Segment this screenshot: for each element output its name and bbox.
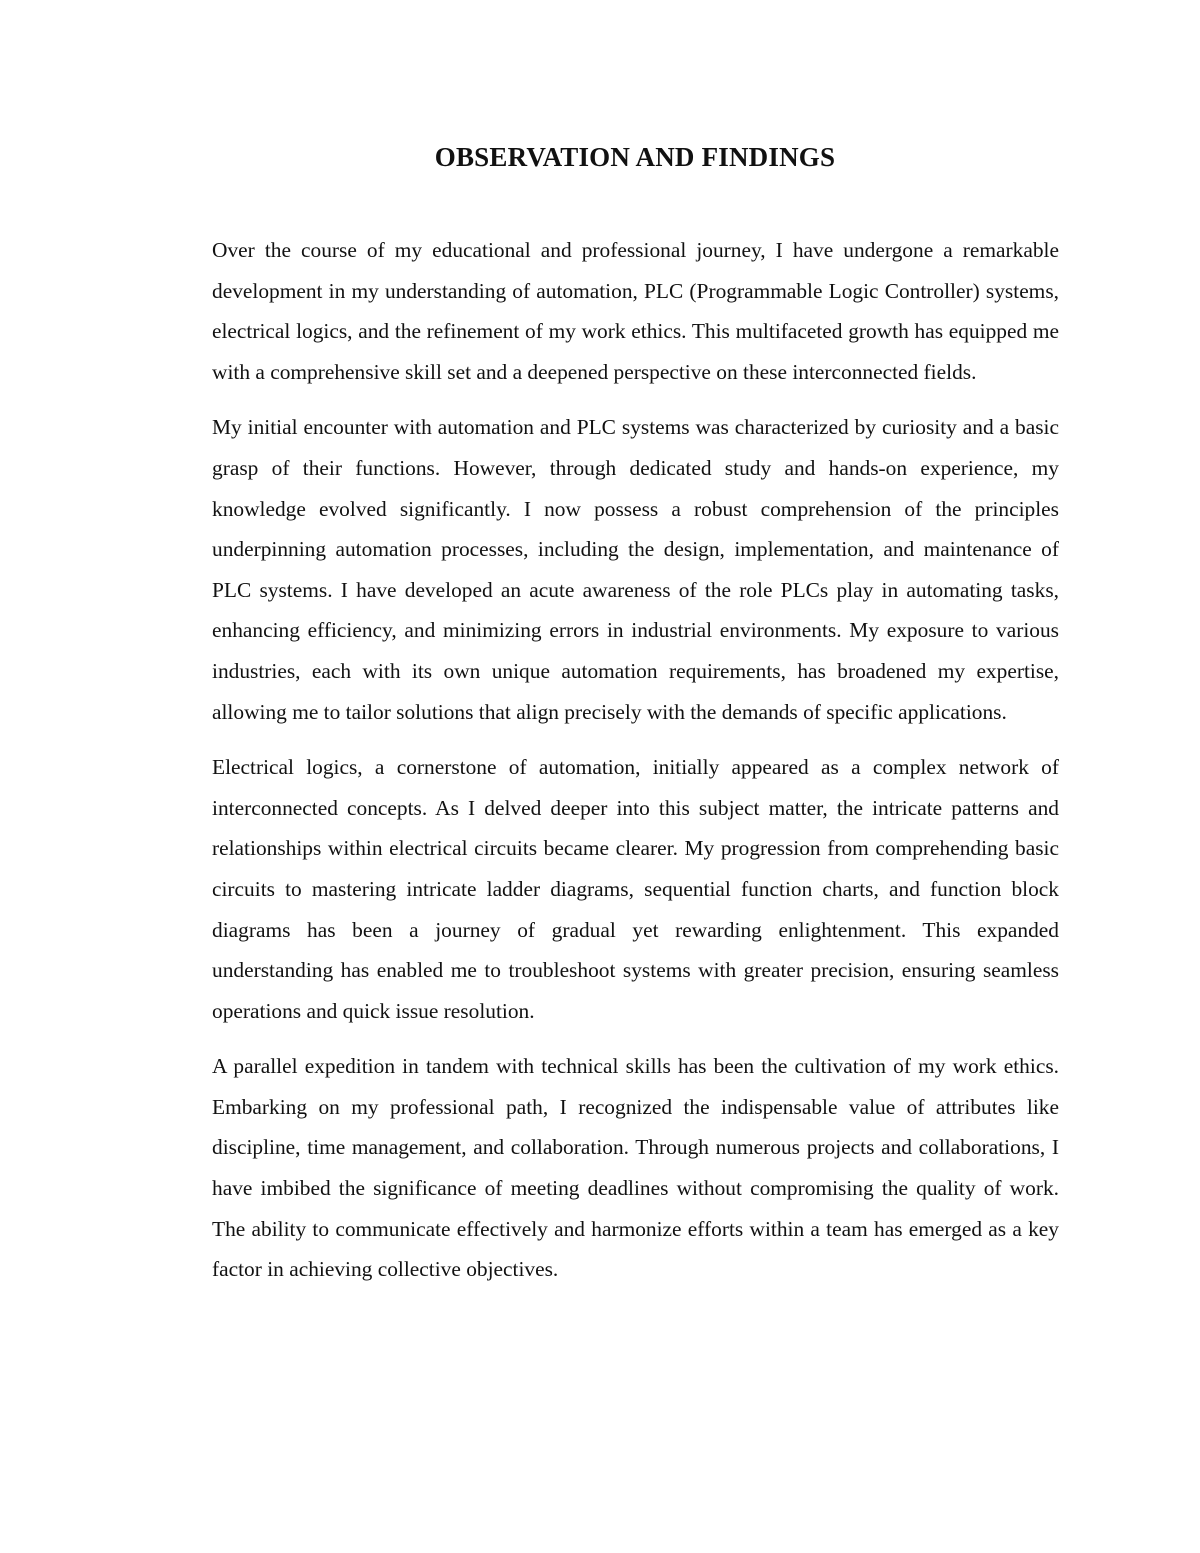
body-text: [212, 230, 1059, 1305]
paragraph-1: Over the course of my educational and professional journey, I have undergone a remarkable development in my understanding of automation, PLC (Programmable Logic Controller) systems, electrical logics, and the refinement of my work ethics. This multifaceted growth has equipped me with a comprehensive skill set and a deepened perspective on these interconnected fields.: [212, 238, 1059, 384]
paragraph-4: A parallel expedition in tandem with technical skills has been the cultivation of my work ethics. Embarking on my professional path, I recognized the indispensable value of attributes like discipline, time management, and collaboration. Through numerous projects and collaborations, I have imbibed the significance of meeting deadlines without compromising the quality of work. The ability to communicate effectively and harmonize efforts within a team has emerged as a key factor in achieving collective objectives.: [212, 1054, 1059, 1282]
paragraph-2: My initial encounter with automation and PLC systems was characterized by curiosity and a basic grasp of their functions. However, through dedicated study and hands-on experience, my knowledge evolved significantly. I now possess a robust comprehension of the principles underpinning automation processes, including the design, implementation, and maintenance of PLC systems. I have developed an acute awareness of the role PLCs play in automating tasks, enhancing efficiency, and minimizing errors in industrial environments. My exposure to various industries, each with its own unique automation requirements, has broadened my expertise, allowing me to tailor solutions that align precisely with the demands of specific applications.: [212, 415, 1059, 724]
paragraph-3: Electrical logics, a cornerstone of automation, initially appeared as a complex network of interconnected concepts. As I delved deeper into this subject matter, the intricate patterns and relationships within electrical circuits became clearer. My progression from comprehending basic circuits to mastering intricate ladder diagrams, sequential function charts, and function block diagrams has been a journey of gradual yet rewarding enlightenment. This expanded understanding has enabled me to troubleshoot systems with greater precision, ensuring seamless operations and quick issue resolution.: [212, 755, 1059, 1023]
page-title: OBSERVATION AND FINDINGS: [434, 142, 836, 172]
